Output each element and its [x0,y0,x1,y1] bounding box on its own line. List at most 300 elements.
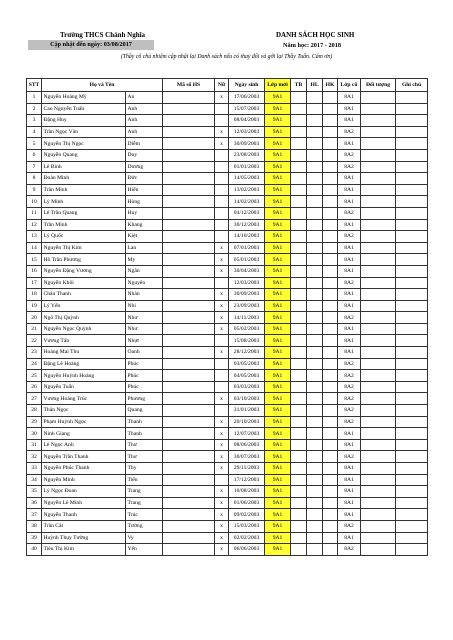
cell-given-name: My [126,254,163,266]
cell-family-name: Ninh Giang [42,428,126,440]
cell-category [361,231,396,243]
cell-tb [291,115,307,127]
cell-new-class: 9A1 [265,347,291,359]
cell-notes [396,173,428,185]
cell-female [215,231,229,243]
cell-new-class: 9A1 [265,474,291,486]
cell-student-id [163,358,215,370]
cell-given-name: Thanh [126,416,163,428]
cell-given-name: Thanh [126,428,163,440]
cell-new-class: 9A1 [265,277,291,289]
cell-hl [307,289,323,301]
cell-hl [307,544,323,556]
cell-tb [291,393,307,405]
cell-student-id [163,277,215,289]
cell-new-class: 9A1 [265,138,291,150]
cell-given-name: Phương [126,393,163,405]
table-row [27,439,428,451]
cell-old-class: 8A1 [338,92,361,104]
cell-hk [323,219,338,231]
cell-stt: 40 [27,544,42,556]
cell-family-name: Ngô Thị Quỳnh [42,312,126,324]
cell-given-name: Dương [126,161,163,173]
cell-hl [307,277,323,289]
cell-notes [396,381,428,393]
cell-family-name: Đặng Huy [42,115,126,127]
cell-notes [396,532,428,544]
table-row [27,463,428,475]
table-row [27,173,428,185]
cell-tb [291,126,307,138]
cell-tb [291,451,307,463]
cell-family-name: Phạm Huỳnh Ngọc [42,416,126,428]
cell-notes [396,92,428,104]
cell-category [361,149,396,161]
cell-given-name: Anh [126,103,163,115]
cell-category [361,428,396,440]
cell-hk [323,231,338,243]
cell-category [361,312,396,324]
cell-hk [323,196,338,208]
cell-category [361,196,396,208]
cell-student-id [163,463,215,475]
cell-student-id [163,184,215,196]
cell-dob: 03/03/2003 [229,381,265,393]
cell-dob: 10/08/2003 [229,486,265,498]
cell-female: x [215,497,229,509]
cell-hk [323,347,338,359]
cell-student-id [163,347,215,359]
cell-female [215,103,229,115]
cell-family-name: Nguyễn Hoàng Mỹ [42,92,126,104]
cell-tb [291,289,307,301]
cell-hk [323,184,338,196]
cell-notes [396,184,428,196]
table-row [27,405,428,417]
cell-category [361,486,396,498]
cell-dob: 15/07/2003 [229,103,265,115]
cell-hl [307,196,323,208]
cell-notes [396,254,428,266]
cell-old-class: 8A2 [338,370,361,382]
cell-hl [307,381,323,393]
cell-category [361,115,396,127]
cell-stt: 8 [27,173,42,185]
cell-notes [396,509,428,521]
cell-stt: 16 [27,265,42,277]
cell-hk [323,161,338,173]
cell-family-name: Nguyễn Lê Minh [42,497,126,509]
cell-new-class: 9A1 [265,300,291,312]
cell-old-class: 8A1 [338,509,361,521]
cell-tb [291,207,307,219]
cell-hk [323,265,338,277]
cell-new-class: 9A1 [265,335,291,347]
table-row [27,207,428,219]
cell-student-id [163,103,215,115]
cell-dob: 08/06/2003 [229,439,265,451]
cell-notes [396,405,428,417]
col-header-student-id: Mã số HS [163,79,215,92]
cell-hl [307,265,323,277]
cell-given-name: Phúc [126,381,163,393]
cell-female: x [215,323,229,335]
cell-notes [396,486,428,498]
cell-category [361,207,396,219]
cell-student-id [163,544,215,556]
student-table [26,78,428,556]
cell-hl [307,126,323,138]
cell-notes [396,196,428,208]
cell-hl [307,149,323,161]
cell-dob: 02/02/2003 [229,532,265,544]
cell-new-class: 9A1 [265,254,291,266]
cell-notes [396,370,428,382]
school-name: Trường THCS Chánh Nghĩa [60,31,146,39]
cell-stt: 10 [27,196,42,208]
cell-old-class: 8A1 [338,265,361,277]
cell-stt: 23 [27,347,42,359]
cell-dob: 28/12/2003 [229,347,265,359]
cell-female [215,196,229,208]
cell-new-class: 9A1 [265,219,291,231]
table-row [27,544,428,556]
cell-given-name: Yến [126,544,163,556]
cell-student-id [163,393,215,405]
table-row [27,184,428,196]
cell-category [361,219,396,231]
cell-stt: 19 [27,300,42,312]
cell-stt: 38 [27,520,42,532]
cell-hk [323,405,338,417]
cell-category [361,405,396,417]
cell-stt: 3 [27,115,42,127]
document-title: DANH SÁCH HỌC SINH [276,31,355,39]
school-year: Năm học: 2017 - 2018 [283,42,342,49]
cell-student-id [163,149,215,161]
cell-tb [291,219,307,231]
cell-female [215,381,229,393]
cell-female: x [215,242,229,254]
cell-female: x [215,254,229,266]
cell-tb [291,532,307,544]
cell-given-name: Thư [126,451,163,463]
cell-category [361,138,396,150]
cell-stt: 39 [27,532,42,544]
cell-student-id [163,92,215,104]
cell-old-class: 8A1 [338,497,361,509]
cell-new-class: 9A1 [265,231,291,243]
cell-category [361,532,396,544]
cell-family-name: Trần Minh [42,184,126,196]
cell-female: x [215,544,229,556]
cell-student-id [163,474,215,486]
table-row [27,335,428,347]
cell-hk [323,428,338,440]
cell-female: x [215,289,229,301]
cell-stt: 33 [27,463,42,475]
cell-dob: 03/05/2003 [229,358,265,370]
cell-stt: 4 [27,126,42,138]
cell-female [215,358,229,370]
table-row [27,323,428,335]
cell-new-class: 9A1 [265,103,291,115]
table-row [27,196,428,208]
cell-new-class: 9A1 [265,381,291,393]
cell-old-class: 8A1 [338,219,361,231]
cell-hl [307,335,323,347]
cell-family-name: Lý Minh [42,196,126,208]
cell-female: x [215,312,229,324]
cell-student-id [163,161,215,173]
cell-stt: 32 [27,451,42,463]
cell-family-name: Trần Cát [42,520,126,532]
cell-family-name: Cao Nguyễn Tuấn [42,103,126,115]
cell-notes [396,242,428,254]
cell-notes [396,312,428,324]
cell-tb [291,439,307,451]
cell-hl [307,254,323,266]
cell-tb [291,231,307,243]
table-row [27,103,428,115]
cell-old-class: 8A1 [338,196,361,208]
cell-female: x [215,265,229,277]
cell-family-name: Nguyễn Thị Kim [42,242,126,254]
cell-female: x [215,463,229,475]
cell-notes [396,497,428,509]
cell-hk [323,370,338,382]
cell-category [361,161,396,173]
cell-category [361,265,396,277]
cell-notes [396,544,428,556]
cell-category [361,451,396,463]
cell-given-name: Hiển [126,184,163,196]
cell-old-class: 8A2 [338,393,361,405]
cell-hk [323,289,338,301]
cell-hl [307,416,323,428]
cell-student-id [163,486,215,498]
cell-new-class: 9A1 [265,428,291,440]
cell-given-name: Khang [126,219,163,231]
cell-tb [291,161,307,173]
cell-category [361,544,396,556]
cell-notes [396,277,428,289]
cell-dob: 01/06/2003 [229,497,265,509]
cell-tb [291,463,307,475]
cell-family-name: Đặng Lê Hoàng [42,358,126,370]
cell-dob: 30/09/2003 [229,289,265,301]
cell-female [215,405,229,417]
cell-stt: 27 [27,393,42,405]
cell-female [215,184,229,196]
cell-new-class: 9A1 [265,405,291,417]
cell-dob: 23/08/2003 [229,149,265,161]
cell-student-id [163,323,215,335]
cell-tb [291,277,307,289]
col-header-new-class: Lớp mới [265,79,291,92]
cell-given-name: Phúc [126,370,163,382]
cell-dob: 14/11/2003 [229,312,265,324]
cell-student-id [163,428,215,440]
table-row [27,509,428,521]
cell-new-class: 9A1 [265,370,291,382]
table-row [27,219,428,231]
cell-old-class: 8A1 [338,347,361,359]
col-header-notes: Ghi chú [396,79,428,92]
table-row [27,520,428,532]
cell-given-name: Thư [126,439,163,451]
table-row [27,277,428,289]
cell-dob: 12/03/2003 [229,126,265,138]
cell-dob: 29/11/2003 [229,463,265,475]
cell-tb [291,254,307,266]
table-row [27,242,428,254]
cell-tb [291,242,307,254]
cell-old-class: 8A1 [338,173,361,185]
cell-stt: 37 [27,509,42,521]
cell-dob: 30/09/2003 [229,138,265,150]
cell-dob: 06/06/2003 [229,544,265,556]
cell-category [361,370,396,382]
cell-category [361,463,396,475]
cell-hk [323,323,338,335]
cell-dob: 12/07/2003 [229,428,265,440]
cell-category [361,474,396,486]
cell-hk [323,115,338,127]
cell-hk [323,544,338,556]
cell-tb [291,173,307,185]
cell-category [361,381,396,393]
cell-female [215,207,229,219]
cell-hk [323,312,338,324]
cell-student-id [163,405,215,417]
cell-given-name: Diễm [126,138,163,150]
cell-hk [323,393,338,405]
cell-category [361,358,396,370]
cell-hl [307,497,323,509]
cell-female: x [215,300,229,312]
cell-new-class: 9A1 [265,242,291,254]
cell-given-name: Hùng [126,196,163,208]
cell-stt: 29 [27,416,42,428]
cell-family-name: Nguyễn Huỳnh Hoàng [42,370,126,382]
table-body [27,92,428,556]
cell-stt: 13 [27,231,42,243]
cell-given-name: An [126,92,163,104]
cell-given-name: Anh [126,115,163,127]
cell-given-name: Huy [126,207,163,219]
cell-female: x [215,509,229,521]
cell-new-class: 9A1 [265,463,291,475]
col-header-female: Nữ [215,79,229,92]
cell-old-class: 8A2 [338,381,361,393]
cell-notes [396,207,428,219]
instruction-note: (Thầy cô chủ nhiệm cập nhật lại Danh sách nếu có thay đổi và gởi lại Thầy Tuấn. Cám ơn) [120,54,333,60]
cell-hk [323,463,338,475]
cell-hl [307,207,323,219]
table-row [27,428,428,440]
col-header-hl: HL [307,79,323,92]
cell-category [361,497,396,509]
cell-old-class: 8A2 [338,312,361,324]
cell-family-name: Vương Hoàng Trúc [42,393,126,405]
cell-hl [307,242,323,254]
table-row [27,92,428,104]
cell-hk [323,416,338,428]
cell-old-class: 8A2 [338,277,361,289]
cell-given-name: Trang [126,497,163,509]
cell-hl [307,509,323,521]
cell-notes [396,335,428,347]
cell-hl [307,405,323,417]
cell-tb [291,138,307,150]
cell-old-class: 8A1 [338,463,361,475]
cell-dob: 15/08/2003 [229,335,265,347]
cell-given-name: Thy [126,463,163,475]
cell-new-class: 9A1 [265,149,291,161]
cell-dob: 13/02/2003 [229,184,265,196]
cell-category [361,289,396,301]
cell-stt: 17 [27,277,42,289]
cell-new-class: 9A1 [265,92,291,104]
col-header-old-class: Lớp cũ [338,79,361,92]
cell-old-class: 8A2 [338,149,361,161]
cell-old-class: 8A1 [338,138,361,150]
cell-student-id [163,532,215,544]
cell-dob: 31/01/2003 [229,405,265,417]
cell-new-class: 9A1 [265,184,291,196]
cell-stt: 12 [27,219,42,231]
cell-student-id [163,265,215,277]
cell-student-id [163,196,215,208]
cell-old-class: 8A1 [338,103,361,115]
cell-stt: 5 [27,138,42,150]
cell-tb [291,370,307,382]
cell-category [361,439,396,451]
cell-female [215,149,229,161]
cell-category [361,509,396,521]
cell-student-id [163,138,215,150]
cell-hl [307,358,323,370]
cell-given-name: Lan [126,242,163,254]
cell-hl [307,300,323,312]
cell-hk [323,509,338,521]
cell-stt: 2 [27,103,42,115]
cell-hl [307,486,323,498]
cell-new-class: 9A1 [265,323,291,335]
cell-family-name: Lê Trần Quang [42,207,126,219]
cell-hk [323,277,338,289]
cell-hl [307,474,323,486]
table-row [27,358,428,370]
cell-hk [323,149,338,161]
cell-old-class: 8A2 [338,161,361,173]
cell-notes [396,393,428,405]
table-row [27,393,428,405]
table-row [27,474,428,486]
cell-female: x [215,416,229,428]
cell-tb [291,92,307,104]
cell-tb [291,474,307,486]
cell-stt: 14 [27,242,42,254]
cell-dob: 12/03/2003 [229,277,265,289]
cell-new-class: 9A1 [265,126,291,138]
cell-stt: 28 [27,405,42,417]
cell-family-name: Tiêu Thị Kim [42,544,126,556]
cell-new-class: 9A1 [265,520,291,532]
cell-student-id [163,126,215,138]
cell-student-id [163,207,215,219]
